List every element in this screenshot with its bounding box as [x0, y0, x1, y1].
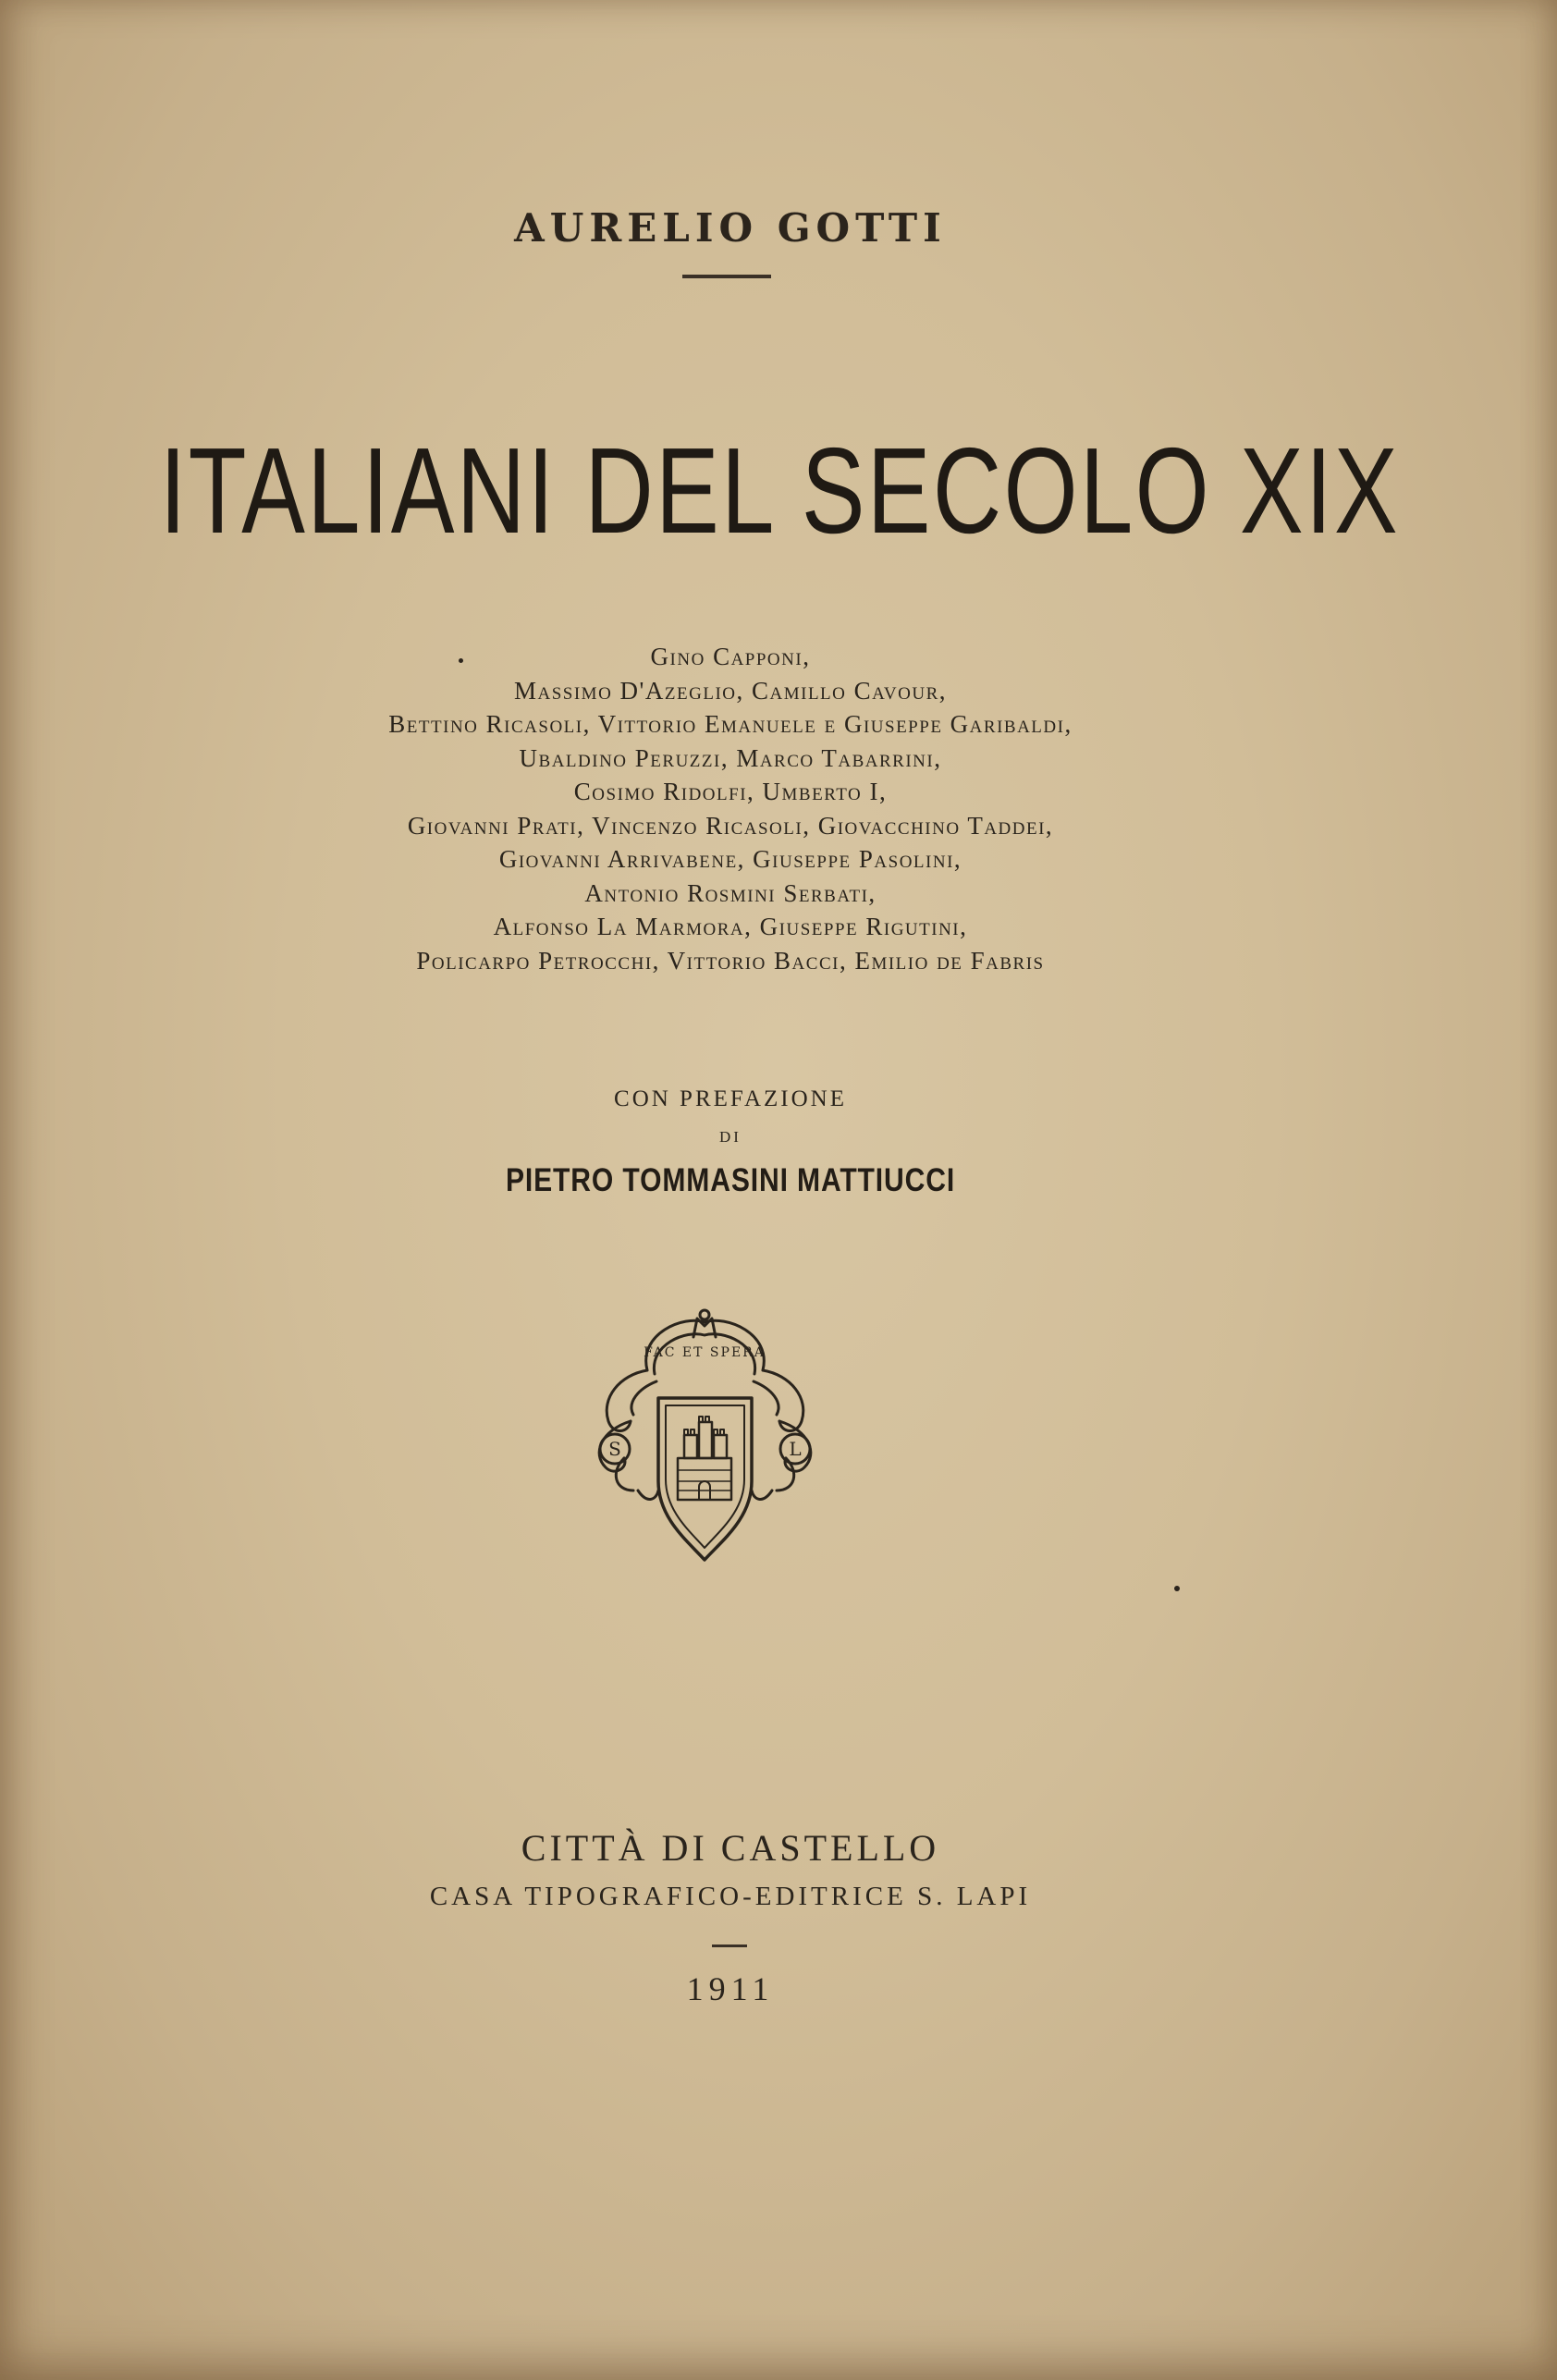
printer-mark-icon — [582, 1306, 828, 1569]
names-line: Giovanni Arrivabene, Giuseppe Pasolini, — [498, 845, 962, 873]
author-name: AURELIO GOTTI — [514, 205, 947, 251]
names-line: Cosimo Ridolfi, Umberto I, — [573, 778, 888, 805]
imprint-year: 1911 — [686, 1970, 775, 2007]
names-line: Giovanni Prati, Vincenzo Ricasoli, Giovacchino Taddei, — [407, 811, 1054, 840]
names-line: Massimo D'Azeglio, Camillo Cavour, — [513, 676, 947, 705]
names-line: Bettino Ricasoli, Vittorio Emanuele e Giuseppe Garibaldi, — [388, 710, 1073, 738]
names-line: Antonio Rosmini Serbati, — [584, 878, 877, 907]
preface-label: CON PREFAZIONE — [614, 1086, 847, 1111]
paper-speck — [459, 658, 463, 663]
imprint-city: CITTÀ DI CASTELLO — [521, 1827, 940, 1869]
imprint-publisher: CASA TIPOGRAFICO-EDITRICE S. LAPI — [429, 1882, 1032, 1911]
names-line: Alfonso La Marmora, Giuseppe Rigutini, — [493, 913, 968, 940]
emblem-initial-right: L — [789, 1438, 802, 1460]
names-line: Policarpo Petrocchi, Vittorio Bacci, Emilio de Fabris — [416, 946, 1045, 975]
preface-di: DI — [719, 1128, 742, 1146]
names-line: Ubaldino Peruzzi, Marco Tabarrini, — [519, 743, 942, 772]
imprint-rule — [712, 1944, 747, 1947]
paper-speck — [1174, 1586, 1180, 1591]
names-list — [0, 640, 1461, 977]
book-title: ITALIANI DEL SECOLO XIX — [159, 423, 1400, 558]
emblem-motto: FAC ET SPERA — [644, 1345, 766, 1360]
emblem-initial-left: S — [608, 1438, 621, 1460]
names-line: Gino Capponi, — [650, 643, 811, 670]
author-rule — [682, 275, 771, 278]
preface-author: PIETRO TOMMASINI MATTIUCCI — [505, 1162, 956, 1198]
